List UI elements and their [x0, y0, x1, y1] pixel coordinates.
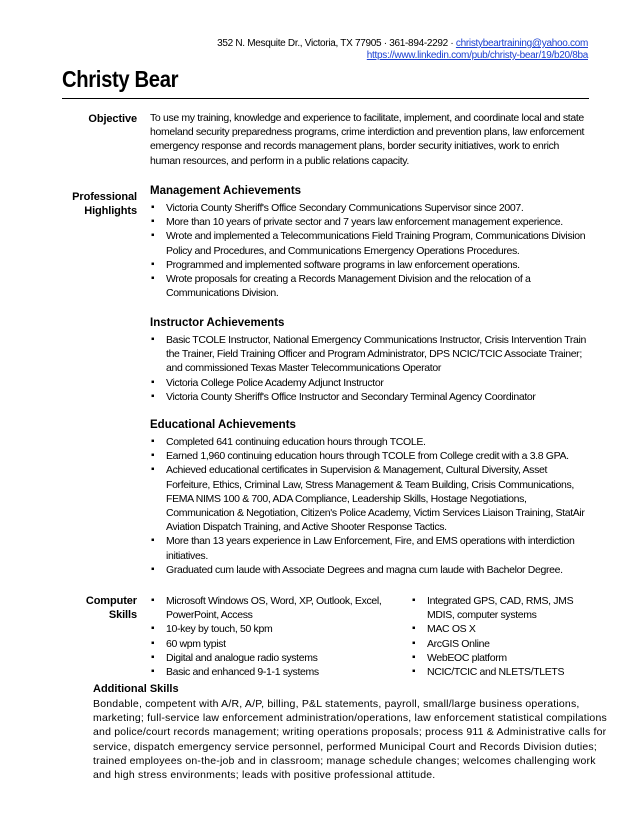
list-item: ▪ Victoria College Police Academy Adjunct Instructor: [150, 376, 590, 390]
linkedin-link[interactable]: https://www.linkedin.com/pub/christy-bear/19/b20/8ba: [366, 50, 588, 61]
list-item: ▪ Completed 641 continuing education hours through TCOLE.: [150, 435, 590, 449]
list-item: ▪ Microsoft Windows OS, Word, XP, Outlook, Excel, PowerPoint, Access: [150, 594, 390, 622]
instructor-list: [150, 333, 590, 404]
instructor-section: [150, 316, 590, 404]
management-title: Management Achievements: [150, 185, 302, 197]
list-item: ▪ Achieved educational certificates in Supervision & Management, Cultural Diversity, Asset Forfeiture, Ethics, Criminal Law, Stress Management & Team Building, Crisis Communications, FEMA NIMS 100 & 700, ADA Compliance, Leadership Skills, Hostage Negotiations, Communication & Negotiation, Citizen's Police Academy, Victim Services Liaison Training, StatAir Aviation Dispatch Training, and Active Shooter Response Tactics.: [150, 463, 590, 534]
additional-skills-text: Bondable, competent with A/R, A/P, billing, P&L statements, payroll, small/large business operations, marketing; full-service law enforcement administration/operations, law enforcement statistical compilations and police/court records management; writing operations proposals; process 911 & Administrative calls for service, dispatch emergency service personnel, performed Municipal Court and Records Division duties; trained employees on-the-job and in classroom; manage schedule changes; welcomes challenging work and high stress environments; leads with positive professional attitude.: [93, 698, 607, 782]
contact-line-2: [217, 50, 588, 62]
list-item: ▪ Victoria County Sheriff's Office Instructor and Secondary Terminal Agency Coordinator: [150, 390, 590, 404]
highlights-label-line2: Highlights: [84, 205, 137, 217]
computer-skills-left: [150, 594, 390, 679]
list-item: ▪ 10-key by touch, 50 kpm: [150, 622, 390, 636]
list-item: ▪ Digital and analogue radio systems: [150, 651, 390, 665]
list-item: ▪ Graduated cum laude with Associate Degrees and magna cum laude with Bachelor Degree.: [150, 563, 590, 577]
contact-info: [217, 38, 588, 62]
list-item: ▪ Wrote proposals for creating a Records Management Division and the relocation of a Communications Division.: [150, 272, 590, 300]
email-link[interactable]: christybeartraining@yahoo.com: [455, 38, 588, 49]
educational-list: [150, 435, 590, 577]
contact-line-1: [217, 38, 588, 50]
skills-list-left: [150, 594, 390, 679]
list-item: ▪ Programmed and implemented software programs in law enforcement operations.: [150, 258, 590, 272]
list-item: ▪ More than 10 years of private sector and 7 years law enforcement management experience.: [150, 215, 590, 229]
computer-skills-label: [63, 594, 137, 622]
computer-label-line1: Computer: [85, 595, 137, 607]
list-item: ▪ Basic TCOLE Instructor, National Emergency Communications Instructor, Crisis Intervention Train the Trainer, Field Training Officer and Program Administrator, DPS NCIC/TCIC Associate Trainer; and commissioned Texas Master Telecommunications Operator: [150, 333, 590, 376]
header-divider: [62, 98, 589, 99]
list-item: ▪ 60 wpm typist: [150, 637, 390, 651]
management-list: [150, 201, 590, 300]
list-item: ▪ Victoria County Sheriff's Office Secondary Communications Supervisor since 2007.: [150, 201, 590, 215]
highlights-label-line1: Professional: [72, 191, 137, 203]
list-item: ▪ Basic and enhanced 9-1-1 systems: [150, 665, 390, 679]
list-item: ▪ More than 13 years experience in Law Enforcement, Fire, and EMS operations with interdiction initiatives.: [150, 534, 590, 562]
objective-text: To use my training, knowledge and experience to facilitate, implement, and coordinate local and state homeland security preparedness programs, crime interdiction and prevention plans, law enforcement emergency response and records management plans, border security initiatives, work to enrich human resources, and perform in a public relations capacity.: [150, 112, 585, 167]
list-item: ▪ ArcGIS Online: [411, 637, 591, 651]
educational-title: Educational Achievements: [150, 419, 296, 431]
list-item: ▪ Wrote and implemented a Telecommunications Field Training Program, Communications Division Policy and Procedures, and Communications Emergency Operations Procedures.: [150, 229, 590, 257]
highlights-label: [63, 190, 137, 218]
additional-skills-title: Additional Skills: [93, 683, 179, 695]
address-phone: 352 N. Mesquite Dr., Victoria, TX 77905 · 361-894-2292 ·: [217, 38, 456, 49]
computer-skills-right: [411, 594, 591, 679]
computer-label-line2: Skills: [108, 609, 137, 621]
resume-name: Christy Bear: [62, 66, 179, 92]
list-item: ▪ Integrated GPS, CAD, RMS, JMS MDIS, computer systems: [411, 594, 591, 622]
skills-list-right: [411, 594, 591, 679]
management-section: [150, 184, 590, 300]
list-item: ▪ Earned 1,960 continuing education hours through TCOLE from College credit with a 3.8 GPA.: [150, 449, 590, 463]
list-item: ▪ WebEOC platform: [411, 651, 591, 665]
educational-section: [150, 418, 590, 577]
instructor-title: Instructor Achievements: [150, 317, 285, 329]
objective-label: Objective: [88, 113, 137, 125]
list-item: ▪ MAC OS X: [411, 622, 591, 636]
list-item: ▪ NCIC/TCIC and NLETS/TLETS: [411, 665, 591, 679]
